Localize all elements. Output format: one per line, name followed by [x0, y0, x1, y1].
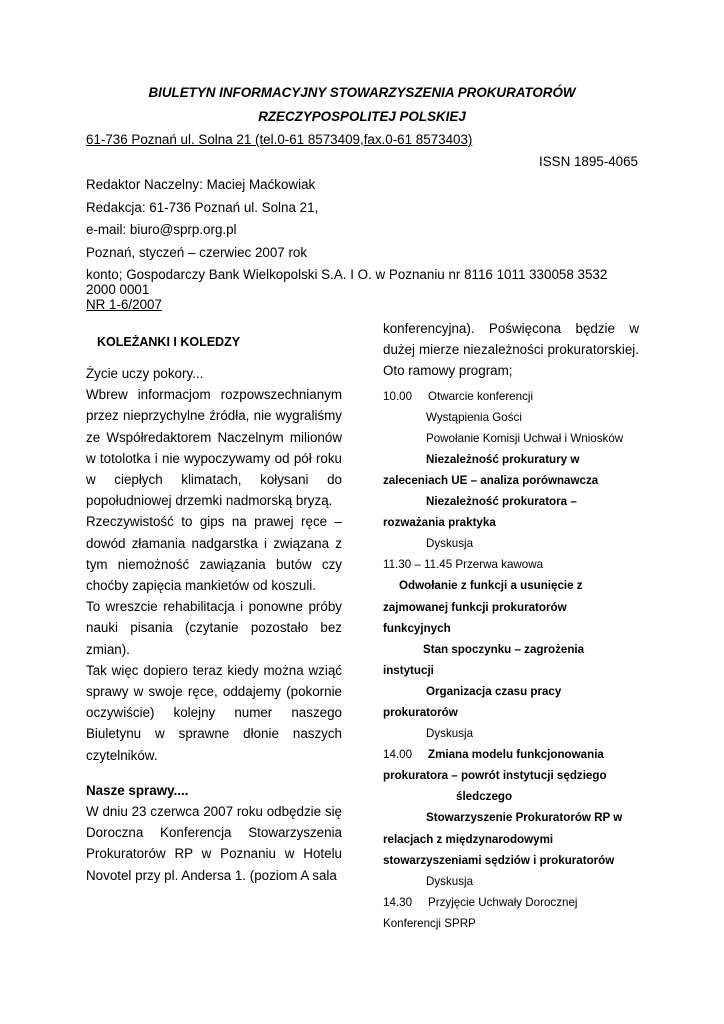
- issue-number: NR 1-6/2007: [86, 297, 162, 312]
- office-line: Redakcja: 61-736 Poznań ul. Solna 21,: [86, 200, 319, 215]
- paragraph-1: Wbrew informacjom rozpowszechnianym przez nieprzychylne źródła, nie wygraliśmy ze Współredaktorem Naczelnym milionów w totolotka i nie wypoczywamy od pół roku w ciepłych klimatach, kołysani do popołudniowej drzemki nadmorską bryzą.: [86, 387, 342, 509]
- paragraph-2: Rzeczywistość to gips na prawej ręce – dowód złamania nadgarstka i związana z tym niemożność zawiązania butów czy choćby zapięcia mankietów od koszuli.: [86, 514, 342, 594]
- topic-7-line-2: relacjach z międzynarodowymi: [383, 832, 554, 846]
- bulletin-title-line2: RZECZYPOSPOLITEJ POLSKIEJ: [258, 109, 466, 124]
- bulletin-title-line1: BIULETYN INFORMACYJNY STOWARZYSZENIA PROKURATORÓW: [148, 85, 576, 100]
- program-item-1000: 10.00 Otwarcie konferencji: [383, 386, 639, 407]
- time-1000: 10.00: [383, 389, 413, 403]
- topic-1-line-2: zaleceniach UE – analiza porównawcza: [383, 473, 599, 487]
- issn: ISSN 1895-4065: [538, 154, 638, 169]
- paragraph-3: To wreszcie rehabilitacja i ponowne próby nauki pisania (czytanie pozostało bez zmian).: [86, 599, 342, 657]
- paragraph-4: Tak więc dopiero teraz kiedy można wziąć sprawy w swoje ręce, oddajemy (pokornie oczywiście) kolejny numer naszego Biuletynu w sprawne dłonie naszych czytelników.: [86, 662, 342, 763]
- email-line: e-mail: biuro@sprp.org.pl: [86, 222, 237, 237]
- topic-1-line-1: Niezależność prokuratury w: [426, 452, 580, 466]
- paragraph-5: W dniu 23 czerwca 2007 roku odbędzie się Doroczna Konferencja Stowarzyszenia Prokuratorów RP w Poznaniu w Hotelu Novotel przy pl. Andersa 1. (poziom A sala: [86, 804, 342, 883]
- topic-3-line-3: funkcyjnych: [383, 621, 451, 635]
- program-item-1430-line-2: Konferencji SPRP: [383, 916, 476, 930]
- topic-5-line-1: Organizacja czasu pracy: [426, 684, 562, 698]
- discussion-3: Dyskusja: [426, 874, 474, 888]
- topic-2-line-1: Niezależność prokuratora –: [426, 495, 577, 509]
- conference-intro: konferencyjna). Poświęcona będzie w dużej mierze niezależności prokuratorskiej. Oto ramowy program;: [383, 321, 639, 379]
- discussion-2: Dyskusja: [426, 727, 474, 741]
- program-list: [383, 386, 639, 934]
- topic-2-line-2: rozważania praktyka: [383, 516, 496, 530]
- section-heading-our-matters: Nasze sprawy....: [86, 782, 189, 798]
- topic-6-line-2: prokuratora – powrót instytucji sędziego: [383, 769, 607, 783]
- topic-5-line-2: prokuratorów: [383, 706, 458, 720]
- intro-paragraph: Życie uczy pokory...: [86, 366, 204, 381]
- topic-6-line-3: śledczego: [456, 790, 513, 804]
- topic-7-line-1: Stowarzyszenie Prokuratorów RP w: [426, 811, 623, 825]
- left-column: [86, 335, 342, 886]
- address-line: 61-736 Poznań ul. Solna 21 (tel.0-61 8573409,fax.0-61 8573403): [86, 132, 473, 147]
- time-1430: 14.30: [383, 895, 413, 909]
- program-commission: Powołanie Komisji Uchwał i Wniosków: [426, 431, 624, 445]
- date-line: Poznań, styczeń – czerwiec 2007 rok: [86, 245, 308, 260]
- program-item-1430: 14.30 Przyjęcie Uchwały Dorocznej: [383, 892, 639, 913]
- time-1400: 14.00: [383, 748, 413, 762]
- program-item-1400: 14.00 Zmiana modelu funkcjonowania: [383, 744, 639, 765]
- topic-4-line-1: Stan spoczynku – zagrożenia: [423, 642, 585, 656]
- topic-7-line-3: stowarzyszeniami sędziów i prokuratorów: [383, 853, 615, 867]
- program-guests: Wystąpienia Gości: [426, 410, 522, 424]
- coffee-break: 11.30 – 11.45 Przerwa kawowa: [383, 558, 544, 572]
- section-heading-colleagues: KOLEŻANKI I KOLEDZY: [97, 335, 241, 349]
- discussion-1: Dyskusja: [426, 537, 474, 551]
- right-column: [383, 318, 639, 934]
- topic-4-line-2: instytucji: [383, 663, 434, 677]
- topic-3-line-1: Odwołanie z funkcji a usunięcie z: [399, 579, 583, 593]
- account-line-2: 2000 0001: [86, 282, 150, 297]
- topic-3-line-2: zajmowanej funkcji prokuratorów: [383, 600, 567, 614]
- editor-line: Redaktor Naczelny: Maciej Maćkowiak: [86, 177, 316, 192]
- account-line-1: konto; Gospodarczy Bank Wielkopolski S.A. I O. w Poznaniu nr 8116 1011 330058 3532: [86, 267, 608, 282]
